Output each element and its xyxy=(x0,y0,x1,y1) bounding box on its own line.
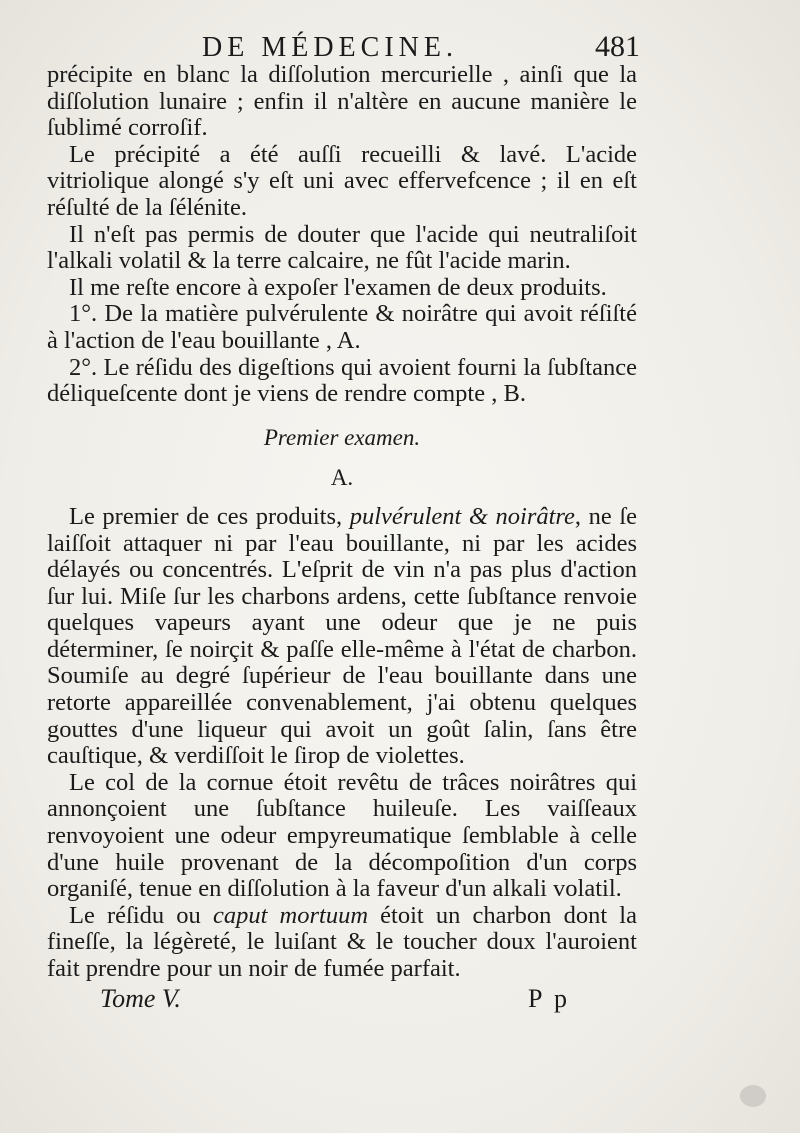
text-run: , ne ſe laiſſoit attaquer ni par l'eau bouillante, ni par les acides délayés ou concentrés. L'eſprit de vin n'a pas plus d'action ſur lui. Miſe ſur les charbons ardens, cette ſubſtance renvoie quelques vapeurs ayant une odeur que je ne puis déterminer, ſe noirçit & paſſe elle-même à l'état de charbon. Soumiſe au degré ſupérieur de l'eau bouillante dans une retorte appareillée convenablement, j'ai obtenu quelques gouttes d'une liqueur qui avoit un goût ſalin, ſans être cauſtique, & verdiſſoit le ſirop de violettes. xyxy=(47,502,637,770)
paragraph: Il n'eſt pas permis de douter que l'acide qui neutraliſoit l'alkali volatil & la terre calcaire, ne fût l'acide marin. xyxy=(47,220,637,275)
text-run: Le réſidu ou xyxy=(69,901,213,929)
volume-label: Tome V. xyxy=(100,984,181,1013)
paragraph xyxy=(47,504,637,770)
section-title: Premier examen. xyxy=(263,424,421,450)
main-text xyxy=(47,62,637,983)
page-number: 481 xyxy=(595,30,640,63)
italic-text: pulvérulent & noirâtre xyxy=(349,502,575,530)
paper-stain xyxy=(740,1085,766,1107)
running-head: DE MÉDECINE. xyxy=(202,32,458,63)
text-run: étoit un charbon dont la fineſſe, la légèreté, le luiſant & le toucher doux l'auroient fait prendre pour un noir de fumée parfait. xyxy=(47,901,637,982)
paragraph xyxy=(47,903,637,983)
italic-text: caput mortuum xyxy=(212,901,369,929)
section-subtitle: A. xyxy=(330,465,354,491)
page-footer xyxy=(100,984,570,1024)
paragraph: précipite en blanc la diſſolution mercurielle , ainſi que la diſſolution lunaire ; enfin il n'altère en aucune manière le ſublimé corroſif. xyxy=(47,61,637,142)
paragraph: Il me reſte encore à expoſer l'examen de deux produits. xyxy=(69,273,607,301)
paragraph: 1°. De la matière pulvérulente & noirâtre qui avoit réſiſté à l'action de l'eau bouillante , A. xyxy=(47,300,637,354)
paragraph: Le col de la cornue étoit revêtu de trâces noirâtres qui annonçoient une ſubſtance huileuſe. Les vaiſſeaux renvoyoient une odeur empyreumatique ſemblable à celle d'une huile provenant de la décompoſition d'un corps organiſé, tenue en diſſolution à la faveur d'un alkali volatil. xyxy=(47,768,637,903)
signature-mark: P p xyxy=(528,984,570,1013)
paragraph: Le précipité a été auſſi recueilli & lavé. L'acide vitriolique alongé s'y eſt uni avec effervefcence ; il en eſt réſulté de la ſélénite. xyxy=(47,140,637,221)
paragraph: 2°. Le réſidu des digeſtions qui avoient fourni la ſubſtance déliqueſcente dont je viens de rendre compte , B. xyxy=(47,353,637,408)
text-run: Le premier de ces produits, xyxy=(69,502,350,530)
